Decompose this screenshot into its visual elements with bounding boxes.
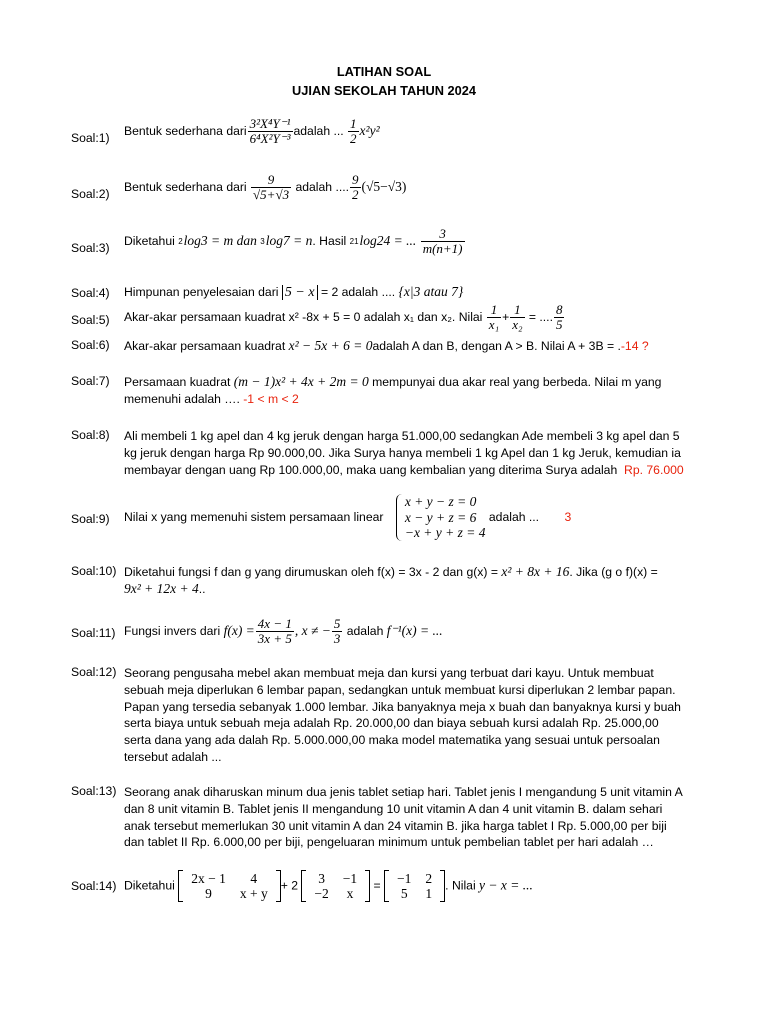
log-base: 3 [260, 236, 265, 246]
fraction: $\frac{1}{\text{x₂}}$ [512, 302, 523, 332]
fraction: $\frac{5}{3}$ [333, 616, 341, 646]
matrix: 2x − 1 4 9 x + y [178, 870, 281, 902]
question-number: Soal:6) [71, 338, 110, 352]
equation-system: x + y − z = 0 x − y + z = 6 −x + y + z = 4 [395, 494, 486, 541]
question-text: Akar-akar persamaan kuadrat [124, 339, 286, 353]
question-number: Soal:1) [71, 131, 110, 145]
log-base: 2 [178, 236, 183, 246]
question-text: Bentuk sederhana dari [124, 124, 247, 139]
matrix: −1 2 5 1 [384, 870, 445, 902]
answer: 3 [564, 509, 572, 524]
question-number: Soal:11) [71, 626, 116, 640]
question-text: Himpunan penyelesaian dari [124, 285, 279, 299]
answer-fraction: $\frac{3}{m(n+1)}$ [422, 226, 463, 256]
equation: (m − 1)x² + 4x + 2m = 0 [233, 374, 369, 389]
answer-fraction: $\frac{1}{2}$ [350, 116, 357, 146]
question-number: Soal:3) [71, 241, 110, 255]
document-title: LATIHAN SOAL [336, 64, 432, 79]
equation: x² + 8x + 16 [501, 564, 570, 579]
fraction: $\frac{\text{3²X⁴Y⁻¹}}{\text{6⁴X²Y⁻³}}$ [249, 116, 291, 146]
document-subtitle: UJIAN SEKOLAH TAHUN 2024 [292, 83, 476, 98]
answer: -1 < m < 2 [243, 391, 299, 406]
question-number: Soal:14) [71, 879, 117, 893]
question-number: Soal:4) [71, 286, 110, 300]
answer-fraction: $\frac{8}{5}$ [555, 302, 563, 332]
question-text: Diketahui fungsi f dan g yang dirumuskan oleh f(x) = 3x - 2 dan g(x) = [124, 565, 498, 579]
question-number: Soal:8) [71, 428, 110, 442]
question-number: Soal:13) [71, 784, 117, 798]
question-text: Diketahui [124, 234, 175, 249]
answer-math: {x|3 atau 7} [398, 284, 464, 299]
question-text: Akar-akar persamaan kuadrat x² -8x + 5 = 0 adalah x₁ dan x₂. Nilai [124, 310, 483, 325]
answer-fraction: $\frac{9}{2}$ [352, 172, 359, 202]
log-base: 21 [349, 236, 359, 246]
answer: Rp. 76.000 [624, 462, 684, 477]
answer-math: (√5−√3) [361, 179, 407, 195]
question-number: Soal:9) [71, 512, 110, 526]
absolute-value: 5 − x [282, 285, 318, 300]
question-text: Diketahui [124, 878, 175, 893]
matrix: 3 −1 −2 x [301, 870, 370, 902]
answer: -14 ? [620, 339, 649, 353]
question-number: Soal:5) [71, 313, 110, 327]
question-text: Nilai x yang memenuhi sistem persamaan linear [124, 509, 384, 524]
question-text: Fungsi invers dari [124, 624, 221, 639]
fraction: $\frac{1}{\text{x₁}}$ [488, 302, 500, 332]
question-number: Soal:2) [71, 187, 110, 201]
question-number: Soal:10) [71, 564, 117, 578]
question-text: Bentuk sederhana dari [124, 180, 247, 195]
equation: x² − 5x + 6 = 0 [288, 338, 373, 353]
answer-math: 9x² + 12x + 4 [124, 580, 199, 596]
answer-math: x²y² [359, 123, 380, 139]
question-text: Persamaan kuadrat [124, 375, 231, 389]
fraction: $\frac{4x - 1}{3x + 5}$ [257, 616, 292, 646]
question-number: Soal:7) [71, 374, 110, 388]
question-number: Soal:12) [71, 665, 117, 679]
fraction: $\frac{9}{√5+√3}$ [253, 172, 290, 202]
answer-math: y − x = ... [479, 877, 533, 893]
